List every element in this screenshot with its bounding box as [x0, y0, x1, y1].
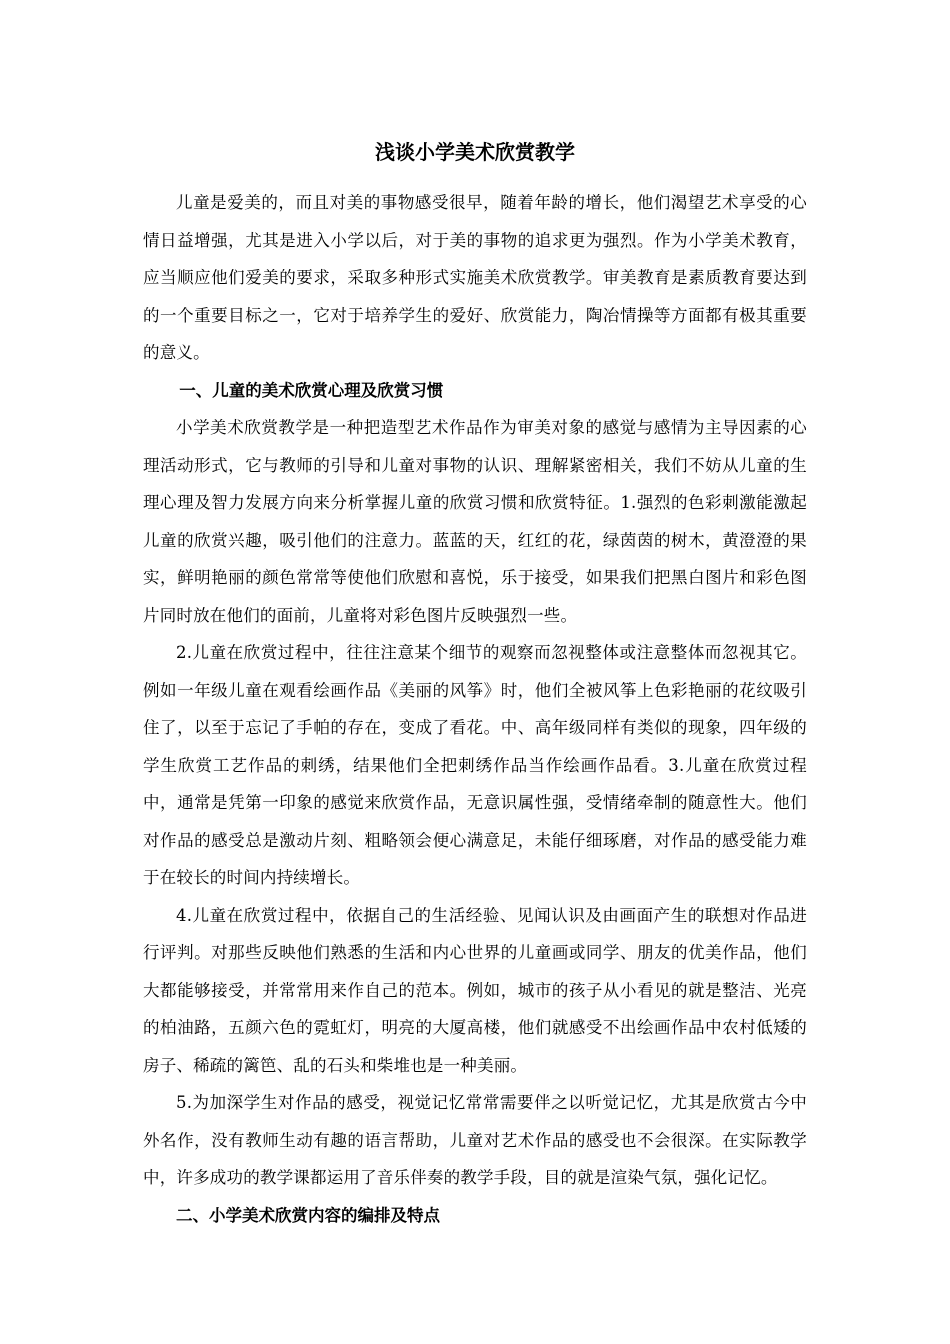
section1-paragraph-1: 小学美术欣赏教学是一种把造型艺术作品作为审美对象的感觉与感情为主导因素的心理活动形式，它与教师的引导和儿童对事物的认识、理解紧密相关，我们不妨从儿童的生理心理及智力发展方向来分析掌握儿童的欣赏习惯和欣赏特征。1.强烈的色彩刺激能激起儿童的欣赏兴趣，吸引他们的注意力。蓝蓝的天，红红的花，绿茵茵的树木，黄澄澄的果实，鲜明艳丽的颜色常常等使他们欣慰和喜悦，乐于接受，如果我们把黑白图片和彩色图片同时放在他们的面前，儿童将对彩色图片反映强烈一些。: [143, 418, 807, 625]
section1-paragraph-3: 4.儿童在欣赏过程中，依据自己的生活经验、见闻认识及由画面产生的联想对作品进行评判。对那些反映他们熟悉的生活和内心世界的儿童画或同学、朋友的优美作品，他们大都能够接受，并常常用来作自己的范本。例如，城市的孩子从小看见的就是整洁、光亮的柏油路，五颜六色的霓虹灯，明亮的大厦高楼，他们就感受不出绘画作品中农村低矮的房子、稀疏的篱笆、乱的石头和柴堆也是一种美丽。: [143, 905, 807, 1075]
section1-paragraph-4: 5.为加深学生对作品的感受，视觉记忆常常需要伴之以听觉记忆，尤其是欣赏古今中外名作，没有教师生动有趣的语言帮助，儿童对艺术作品的感受也不会很深。在实际教学中，许多成功的教学课都运用了音乐伴奏的教学手段，目的就是渲染气氛，强化记忆。: [143, 1093, 807, 1187]
intro-paragraph: 儿童是爱美的，而且对美的事物感受很早，随着年龄的增长，他们渴望艺术享受的心情日益增强，尤其是进入小学以后，对于美的事物的追求更为强烈。作为小学美术教育，应当顺应他们爱美的要求，采取多种形式实施美术欣赏教学。审美教育是素质教育要达到的一个重要目标之一，它对于培养学生的爱好、欣赏能力，陶冶情操等方面都有极其重要的意义。: [143, 193, 807, 362]
document-title: 浅谈小学美术欣赏教学: [375, 140, 575, 164]
section-heading-2: 二、小学美术欣赏内容的编排及特点: [176, 1205, 440, 1225]
section1-paragraph-2: 2.儿童在欣赏过程中，往往注意某个细节的观察而忽视整体或注意整体而忽视其它。例如一年级儿童在观看绘画作品《美丽的风筝》时，他们全被风筝上色彩艳丽的花纹吸引住了，以至于忘记了手帕的存在，变成了看花。中、高年级同样有类似的现象，四年级的学生欣赏工艺作品的刺绣，结果他们全把刺绣作品当作绘画作品看。3.儿童在欣赏过程中，通常是凭第一印象的感觉来欣赏作品，无意识属性强，受情绪牵制的随意性大。他们对作品的感受总是激动片刻、粗略领会便心满意足，未能仔细琢磨，对作品的感受能力难于在较长的时间内持续增长。: [143, 643, 807, 887]
section-heading-1: 一、儿童的美术欣赏心理及欣赏习惯: [179, 380, 444, 400]
document-page: [143, 134, 807, 1234]
